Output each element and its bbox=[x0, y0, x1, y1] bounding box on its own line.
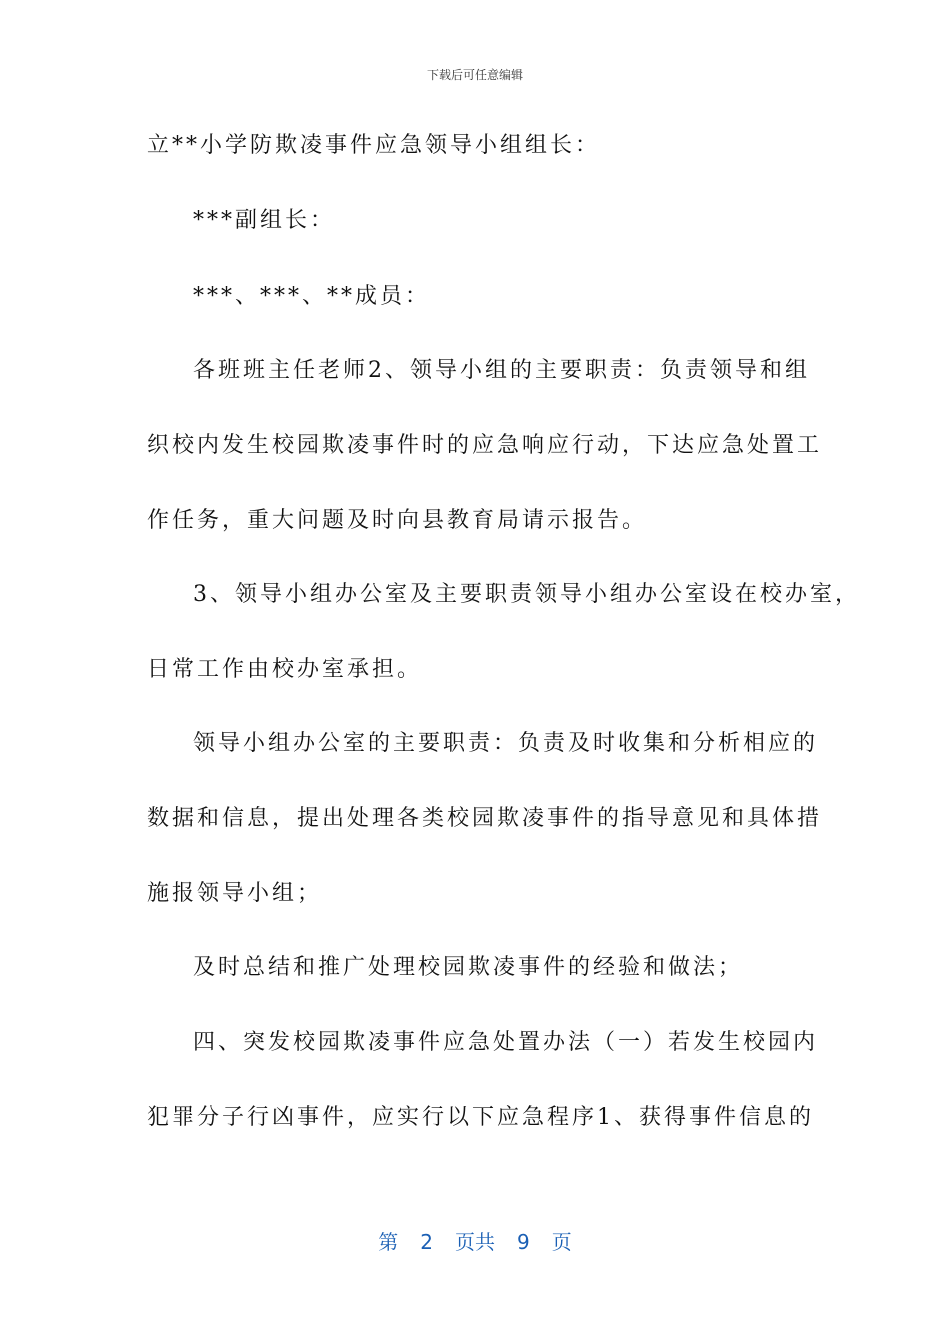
body-line: 数据和信息，提出处理各类校园欺凌事件的指导意见和具体措 bbox=[147, 806, 823, 831]
body-line: 作任务，重大问题及时向县教育局请示报告。 bbox=[147, 508, 648, 533]
body-line: 日常工作由校办室承担。 bbox=[147, 657, 423, 682]
body-line: ***、***、**成员： bbox=[193, 284, 431, 309]
body-line: 及时总结和推广处理校园欺凌事件的经验和做法； bbox=[193, 955, 744, 980]
body-line: 各班班主任老师2、领导小组的主要职责：负责领导和组 bbox=[193, 358, 810, 383]
page-label-prefix: 第 bbox=[378, 1230, 399, 1254]
body-line: 3、领导小组办公室及主要职责领导小组办公室设在校办室， bbox=[193, 582, 860, 607]
page-footer bbox=[0, 1226, 950, 1255]
body-line: 领导小组办公室的主要职责：负责及时收集和分析相应的 bbox=[193, 731, 819, 756]
body-line: 四、突发校园欺凌事件应急处置办法（一）若发生校园内 bbox=[193, 1030, 819, 1055]
body-line: 施报领导小组； bbox=[147, 881, 323, 906]
total-pages-number: 9 bbox=[517, 1230, 530, 1254]
body-line: 织校内发生校园欺凌事件时的应急响应行动，下达应急处置工 bbox=[147, 433, 823, 458]
page-header: 下载后可任意编辑 bbox=[426, 68, 523, 82]
body-line: 犯罪分子行凶事件，应实行以下应急程序1、获得事件信息的 bbox=[147, 1105, 814, 1130]
page-label-middle: 页共 bbox=[455, 1230, 495, 1254]
body-line: ***副组长： bbox=[193, 208, 336, 233]
body-line: 立**小学防欺凌事件应急领导小组组长： bbox=[147, 133, 601, 158]
page-label-suffix: 页 bbox=[551, 1230, 572, 1254]
current-page-number: 2 bbox=[420, 1230, 433, 1254]
